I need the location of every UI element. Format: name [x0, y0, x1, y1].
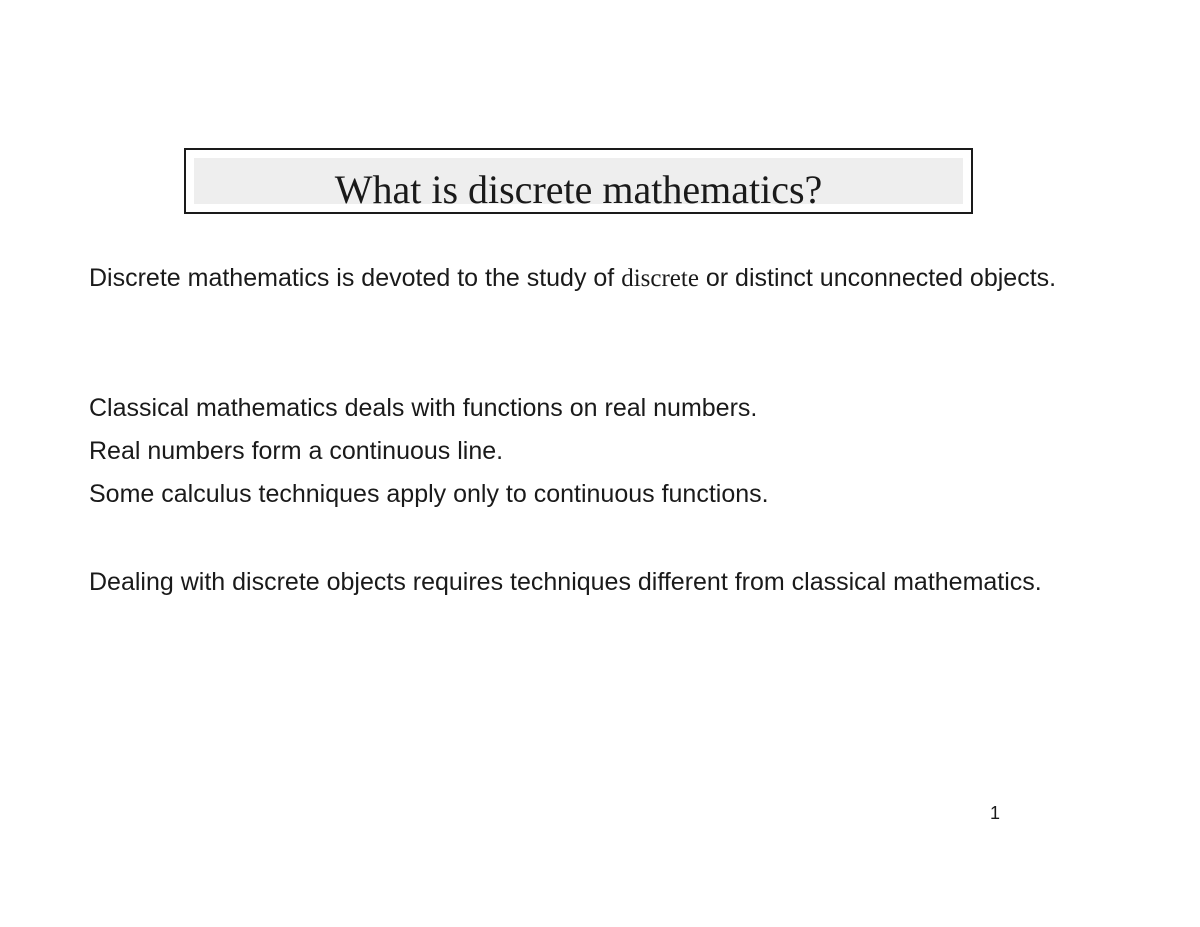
paragraph-discrete-definition-start: Discrete mathematics is devoted to the study of — [89, 264, 622, 292]
slide-title-box — [184, 148, 973, 214]
paragraph-classical-mathematics — [89, 387, 1122, 516]
classical-line-2: Real numbers form a continuous line. — [89, 437, 504, 465]
paragraph-discrete-techniques: Dealing with discrete objects requires techniques different from classical mathematics. — [89, 568, 1042, 596]
paragraph-discrete-definition-end: or distinct unconnected objects. — [698, 264, 1057, 292]
classical-line-1: Classical mathematics deals with functions on real numbers. — [89, 394, 758, 422]
classical-line-3: Some calculus techniques apply only to continuous functions. — [89, 480, 769, 508]
page-number: 1 — [990, 803, 1001, 823]
paragraph-discrete-definition — [89, 257, 1122, 300]
slide-title: What is discrete mathematics? — [334, 167, 823, 212]
discrete-emphasis-word: discrete — [621, 265, 699, 292]
